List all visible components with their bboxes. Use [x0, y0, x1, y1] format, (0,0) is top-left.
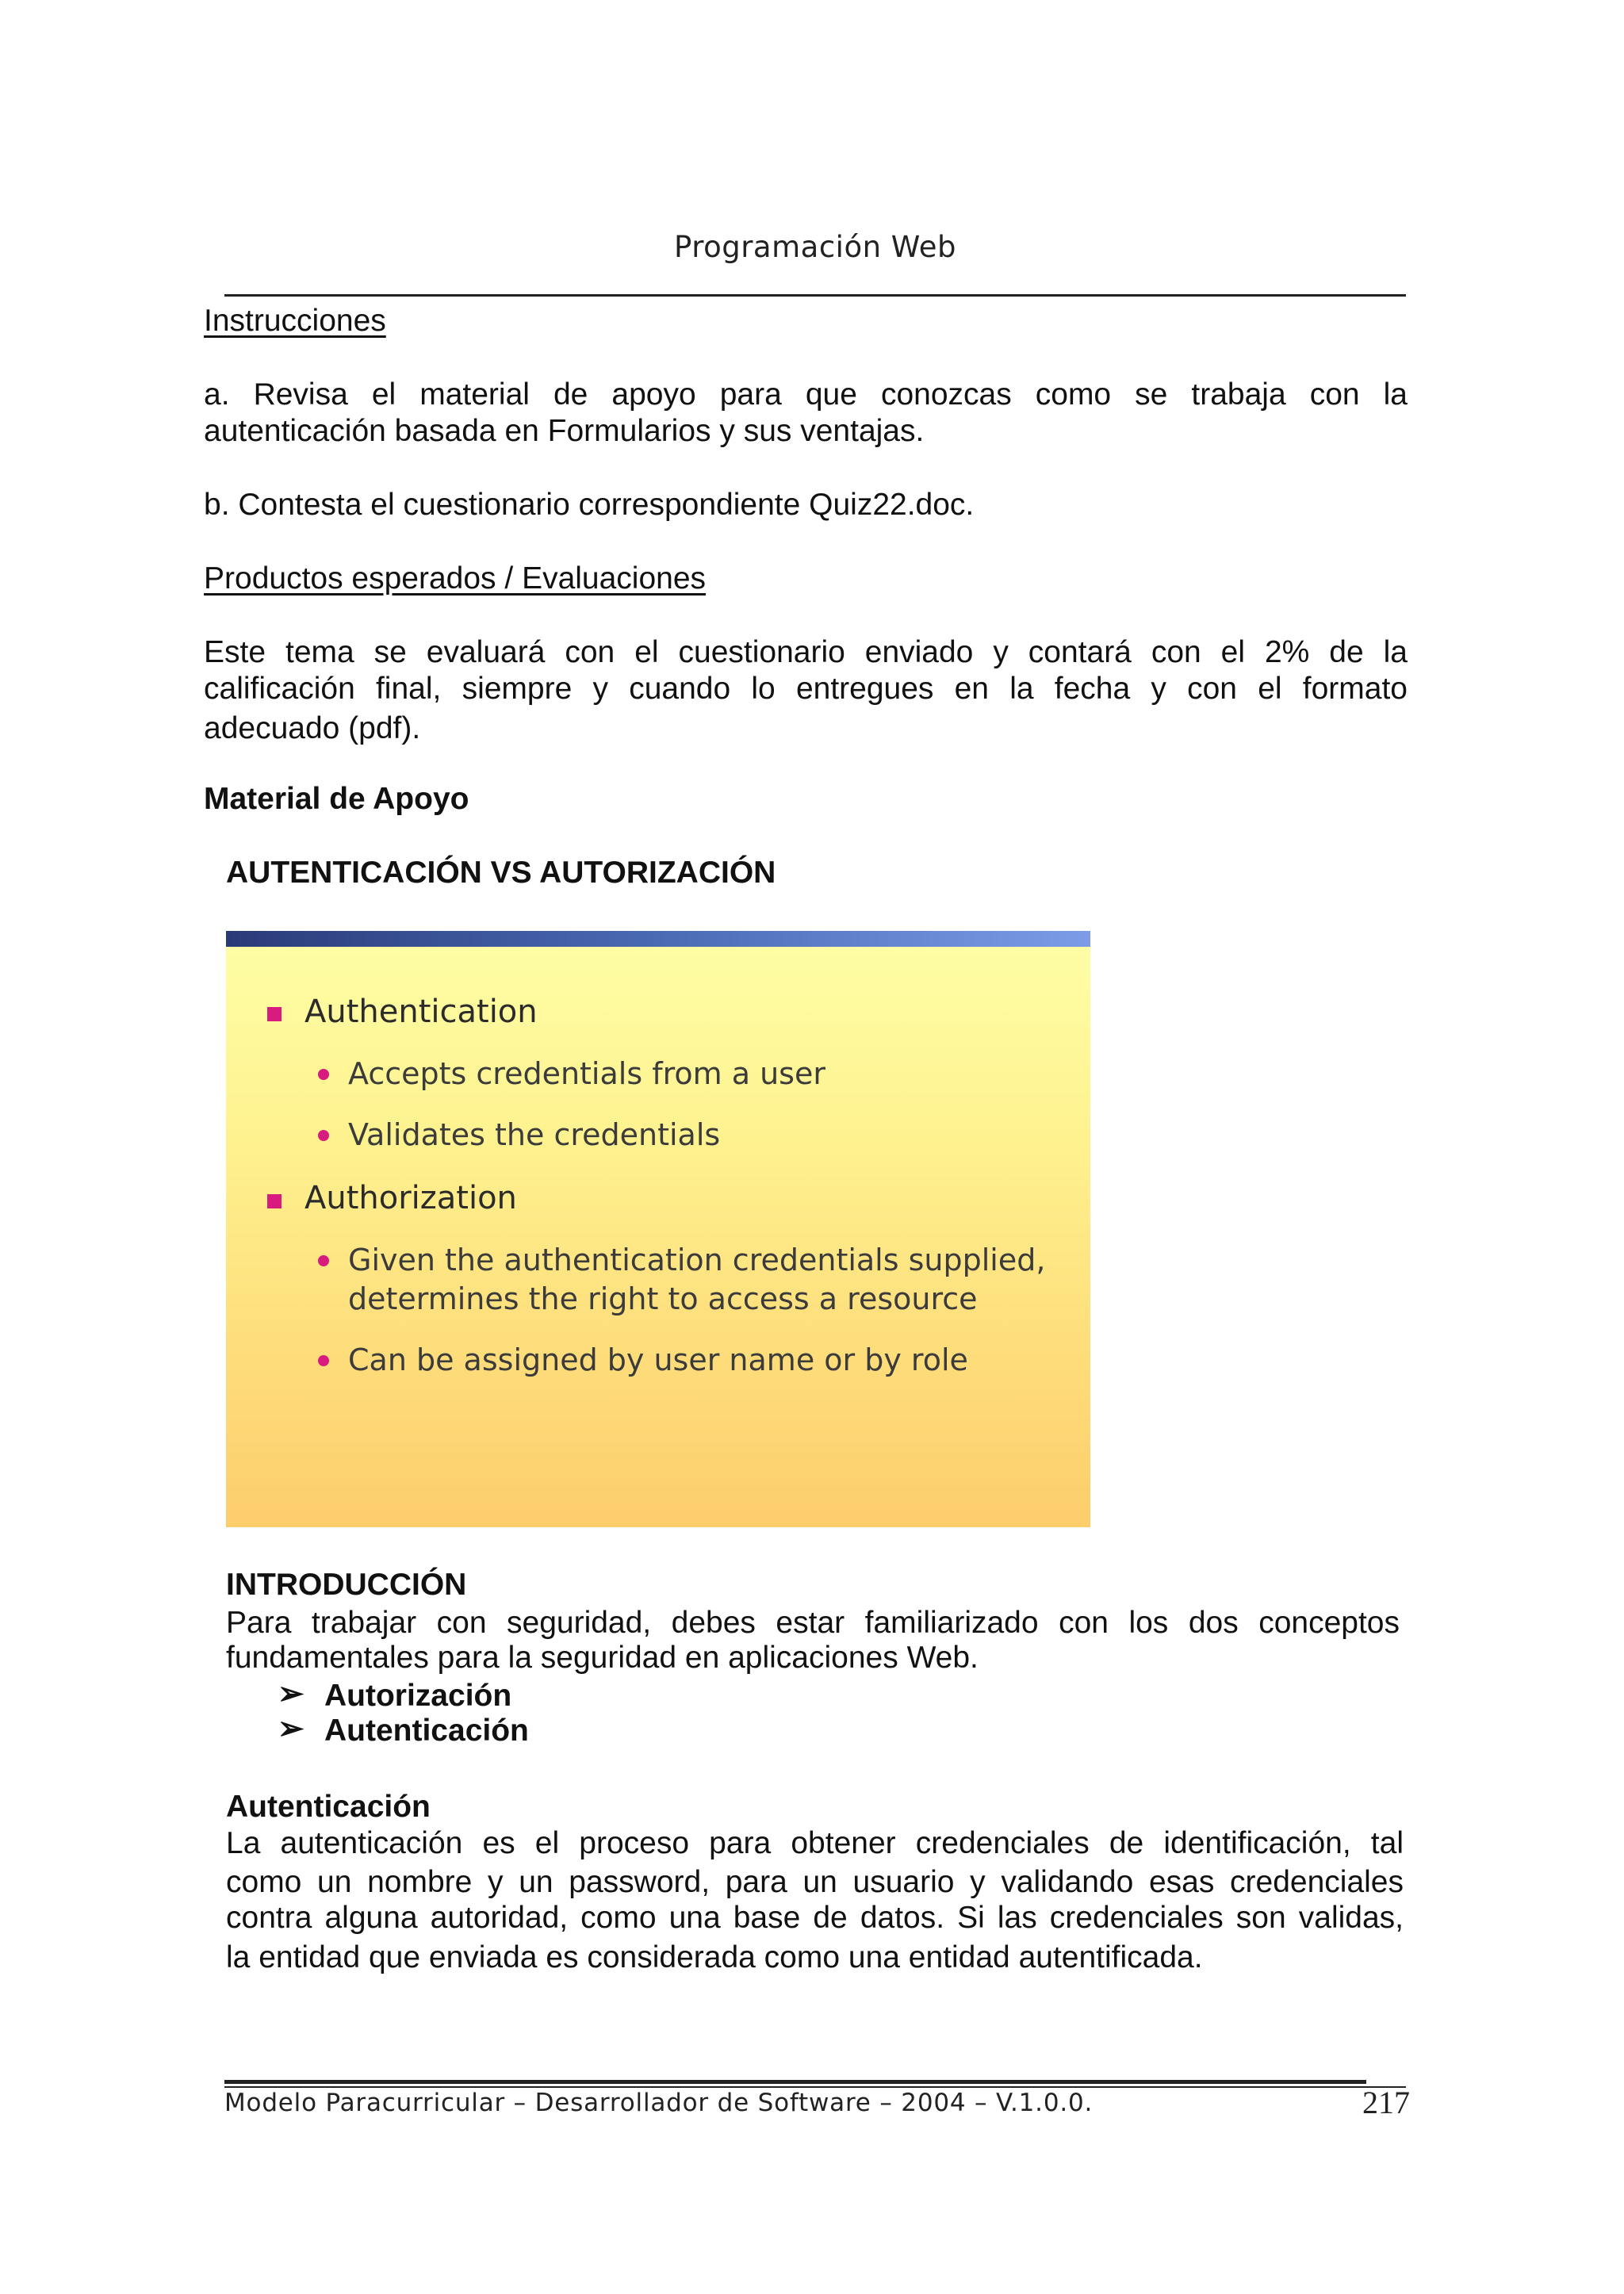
authentication-line2: como un nombre y un password, para un usuario y validando esas credenciales [226, 1865, 1404, 1899]
authentication-line1: La autenticación es el proceso para obtener credenciales de identificación, tal [226, 1826, 1404, 1860]
footer-text: Modelo Paracurricular – Desarrollador de Software – 2004 – V.1.0.0. [224, 2089, 1094, 2117]
slide-authentication-heading: Authentication [304, 994, 538, 1030]
square-bullet-icon [267, 1007, 282, 1021]
intro-heading: INTRODUCCIÓN [226, 1568, 467, 1602]
products-line1: Este tema se evaluará con el cuestionario enviado y contará con el 2% de la [204, 635, 1408, 669]
intro-line2: fundamentales para la seguridad en aplicaciones Web. [226, 1641, 979, 1675]
instruction-a-line1: a. Revisa el material de apoyo para que conozcas como se trabaja con la [204, 377, 1408, 412]
page-number: 217 [1362, 2085, 1410, 2120]
material-subheading: AUTENTICACIÓN VS AUTORIZACIÓN [226, 856, 776, 890]
intro-line1: Para trabajar con seguridad, debes estar familiarizado con los dos conceptos [226, 1606, 1400, 1640]
slide-auth-bullet-2: Validates the credentials [348, 1117, 721, 1152]
page-header: Programación Web [674, 230, 956, 264]
slide-image [226, 931, 1090, 1527]
products-line3: adecuado (pdf). [204, 711, 421, 745]
slide-auth-bullet-1: Accepts credentials from a user [348, 1056, 825, 1091]
slide-authz-bullet-2: Can be assigned by user name or by role [348, 1342, 968, 1377]
material-heading: Material de Apoyo [204, 782, 469, 816]
slide-title-bar [226, 931, 1090, 947]
intro-list-item: Autorización [324, 1679, 512, 1713]
arrow-bullet-icon: ➢ [278, 1711, 304, 1746]
authentication-line4: la entidad que enviada es considerada como una entidad autentificada. [226, 1940, 1203, 1974]
dot-bullet-icon [318, 1355, 329, 1366]
authentication-line3: contra alguna autoridad, como una base de datos. Si las credenciales son validas, [226, 1901, 1404, 1935]
footer-rule [224, 2080, 1366, 2084]
instruction-b: b. Contesta el cuestionario correspondiente Quiz22.doc. [204, 488, 975, 522]
dot-bullet-icon [318, 1130, 329, 1141]
slide-authz-bullet-1-line2: determines the right to access a resource [348, 1281, 978, 1316]
header-rule [224, 294, 1406, 297]
instruction-a-line2: autenticación basada en Formularios y sus ventajas. [204, 414, 925, 448]
intro-list-item: Autenticación [324, 1714, 529, 1748]
products-heading: Productos esperados / Evaluaciones [204, 561, 707, 596]
dot-bullet-icon [318, 1069, 329, 1080]
footer-rule [224, 2086, 1406, 2088]
slide-authorization-heading: Authorization [304, 1180, 517, 1216]
instructions-heading: Instrucciones [204, 304, 386, 338]
square-bullet-icon [267, 1194, 282, 1208]
authentication-heading: Autenticación [226, 1790, 431, 1824]
arrow-bullet-icon: ➢ [278, 1676, 304, 1711]
products-line2: calificación final, siempre y cuando lo entregues en la fecha y con el formato [204, 672, 1408, 706]
dot-bullet-icon [318, 1255, 329, 1266]
slide-authz-bullet-1-line1: Given the authentication credentials supplied, [348, 1243, 1046, 1277]
